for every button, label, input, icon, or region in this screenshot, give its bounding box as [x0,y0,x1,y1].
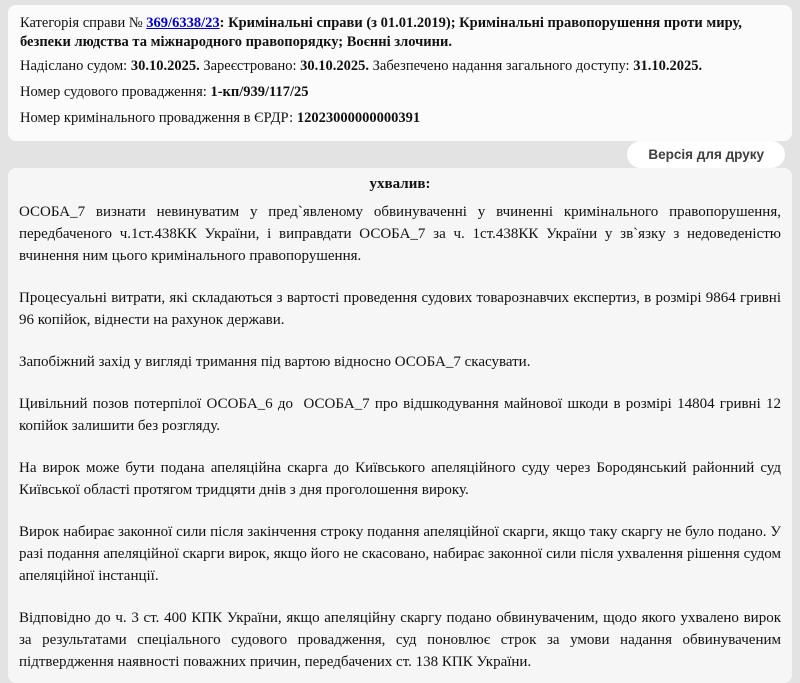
court-proceeding-label: Номер судового провадження: [20,84,211,100]
case-number-link[interactable]: 369/6338/23 [146,15,220,31]
case-category-label: Категорія справи № [20,15,147,31]
case-category-text: : Кримінальні справи (з 01.01.2019); Кримінальні правопорушення проти миру, безпеки людства та міжнародного правопорядку; Воєнні злочини. [20,15,742,50]
document-paragraph: Цивільний позов потерпілої ОСОБА_6 до ОСОБА_7 про відшкодування майнової шкоди в розмірі 14804 гривні 12 копійок залишити без розгляду. [19,396,785,434]
document-paragraph: Вирок набирає законної сили після закінчення строку подання апеляційної скарги, якщо таку скаргу не було подано. У разі подання апеляційної скарги вирок, якщо його не скасовано, набирає законної сили після ухвалення рішення судом апеляційної інстанції. [19,524,785,584]
case-header-card [8,5,792,141]
print-version-button[interactable]: Версія для друку [627,141,785,168]
sent-label: Надіслано судом: [20,58,131,74]
document-paragraph: Запобіжний захід у вигляді тримання під вартою відносно ОСОБА_7 скасувати. [19,354,531,370]
erdr-value: 12023000000000391 [296,110,421,126]
access-label: Забезпечено надання загального доступу: [369,58,634,74]
toolbar [8,141,792,168]
document-paragraph: На вирок може бути подана апеляційна скарга до Київського апеляційного суду через Бородянський районний суд Київської області протягом тридцяти днів з дня проголошення вироку. [19,460,785,498]
case-category [20,14,780,51]
erdr-number [20,107,780,129]
court-proceeding-number [20,81,780,103]
registered-date: 30.10.2025. [300,58,370,74]
document-paragraph: Процесуальні витрати, які складаються з вартості проведення судових товарознавчих експертиз, в розмірі 9864 гривні 96 копійок, віднести на рахунок держави. [19,290,785,328]
erdr-label: Номер кримінального провадження в ЄРДР: [20,110,297,126]
registered-label: Зареєстровано: [199,58,301,74]
case-dates [20,55,780,77]
decision-heading: ухвалив: [369,176,431,192]
court-proceeding-value: 1-кп/939/117/25 [210,84,309,100]
document-paragraph: ОСОБА_7 визнати невинуватим у пред`явленому обвинуваченні у вчиненні кримінального правопорушення, передбаченого ч.1ст.438КК України, і виправдати ОСОБА_7 за ч. 1ст.438КК України у зв`язку з недоведеністю вчинення ним цього кримінального правопорушення. [19,204,785,264]
sent-date: 30.10.2025. [130,58,200,74]
document-paragraph: Відповідно до ч. 3 ст. 400 КПК України, якщо апеляційну скаргу подано обвинуваченим, щодо якого ухвалено вирок за результатами спеціального судового провадження, суд поновлює строк за умови надання обвинуваченим підтвердження наявності поважних причин, передбачених ст. 138 КПК України. [19,610,785,670]
access-date: 31.10.2025. [633,58,703,74]
document-body-card [8,168,792,683]
